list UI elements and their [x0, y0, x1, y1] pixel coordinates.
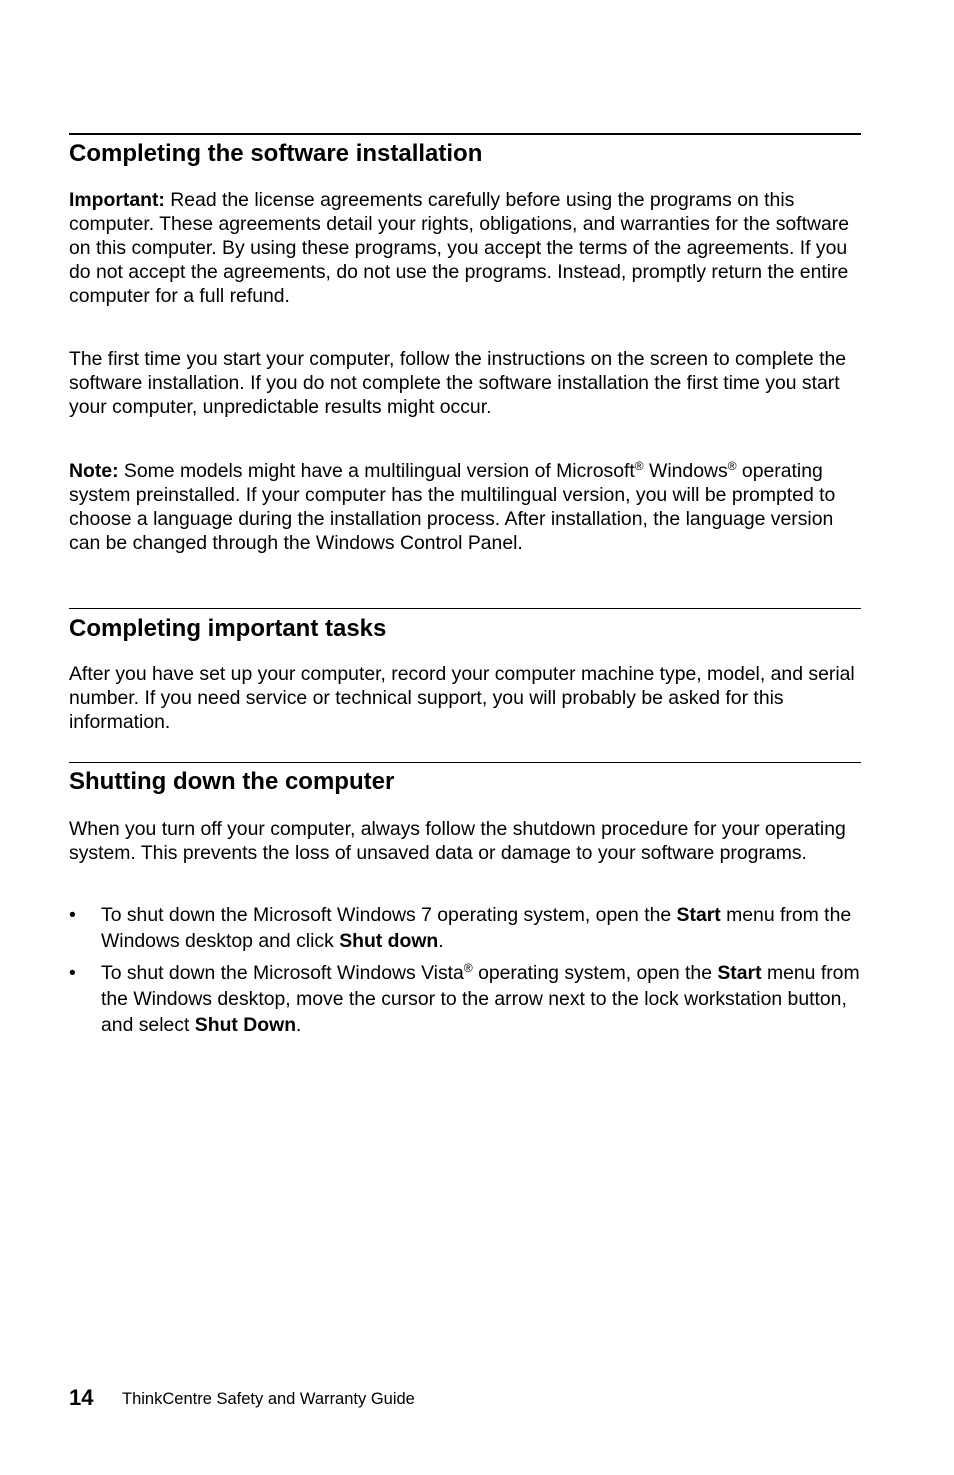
shut-down-term: Shut Down: [194, 1014, 297, 1036]
section-divider: [69, 762, 861, 763]
bullet-text: .: [296, 1014, 302, 1036]
section-divider: [69, 608, 861, 609]
registered-mark: ®: [727, 459, 737, 473]
start-menu-term: Start: [676, 904, 721, 926]
note-label: Note:: [69, 460, 119, 482]
start-menu-term: Start: [717, 962, 762, 984]
important-text: Read the license agreements carefully before using the programs on this computer. These agreements detail your rights, obligations, and warranties for the software on this computer. By using these programs, you accept the terms of the agreements. If you do not accept the agreements, do not use the programs. Instead, promptly return the entire computer for a full refund.: [69, 189, 849, 307]
bullet-text: .: [438, 930, 444, 952]
note-text-2: Windows: [643, 460, 728, 482]
bullet-text: To shut down the Microsoft Windows 7 operating system, open the: [101, 904, 677, 926]
note-paragraph: [69, 459, 861, 555]
shutdown-bullet-list: [69, 902, 861, 1044]
section-heading-software-installation: Completing the software installation: [69, 140, 483, 167]
section-heading-important-tasks: Completing important tasks: [69, 615, 387, 642]
list-item: [69, 960, 861, 1038]
list-item: [69, 902, 861, 954]
running-footer-title: ThinkCentre Safety and Warranty Guide: [122, 1390, 415, 1408]
important-label: Important:: [69, 189, 165, 211]
bullet-marker: •: [69, 904, 76, 926]
bullet-text: menu from the Windows desktop and click: [101, 904, 852, 952]
note-text-3: operating system preinstalled. If your computer has the multilingual version, you will be prompted to choose a language during the installation process. After installation, the language version can be changed through the Windows Control Panel.: [69, 460, 836, 554]
bullet-text: operating system, open the: [472, 962, 718, 984]
section-heading-shutdown: Shutting down the computer: [69, 768, 395, 795]
section-divider: [69, 133, 861, 135]
important-paragraph: [69, 188, 861, 308]
shut-down-term: Shut down: [339, 930, 439, 952]
registered-mark: ®: [463, 961, 473, 975]
note-text-1: Some models might have a multilingual version of Microsoft: [118, 460, 635, 482]
registered-mark: ®: [634, 459, 644, 473]
bullet-text: To shut down the Microsoft Windows Vista: [101, 962, 464, 984]
first-time-paragraph: The first time you start your computer, follow the instructions on the screen to complete the software installation. If you do not complete the software installation the first time you start your computer, unpredictable results might occur.: [69, 348, 847, 418]
bullet-marker: •: [69, 962, 76, 984]
important-tasks-paragraph: After you have set up your computer, record your computer machine type, model, and serial number. If you need service or technical support, you will probably be asked for this information.: [69, 663, 855, 733]
bullet-text: menu from the Windows desktop, move the cursor to the arrow next to the lock workstation button, and select: [101, 962, 860, 1036]
shutdown-intro-paragraph: When you turn off your computer, always follow the shutdown procedure for your operating system. This prevents the loss of unsaved data or damage to your software programs.: [69, 818, 846, 864]
page-number: 14: [69, 1385, 94, 1410]
